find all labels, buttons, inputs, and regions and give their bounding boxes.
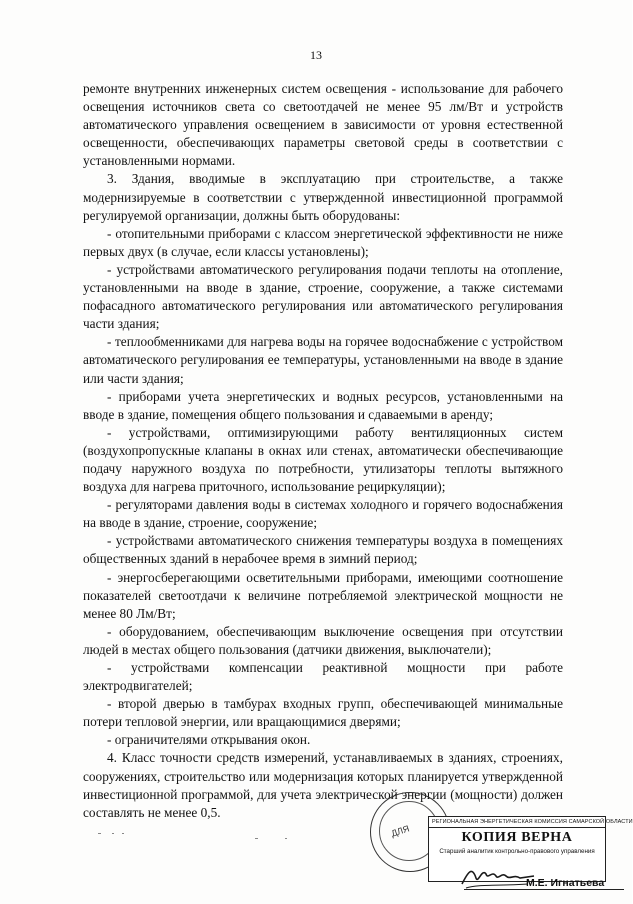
list-item: - устройствами автоматического снижения температуры воздуха в помещениях общественных зданий в нерабочее время в зимний период; [83, 533, 563, 567]
stamp-copy-label: КОПИЯ ВЕРНА [461, 830, 573, 845]
certification-stamp [370, 792, 632, 904]
list-item: - регуляторами давления воды в системах холодного и горячего водоснабжения на вводе в здание, строение, сооружение; [83, 497, 563, 531]
list-item: - устройствами, оптимизирующими работу вентиляционных систем (воздухопропускные клапаны в окнах или стенах, автоматически обеспечивающие подачу наружного воздуха по потребности, утилизаторы теплоты вытяжного воздуха для нагрева приточного, использование рециркуляции); [83, 424, 563, 495]
paragraph: ремонте внутренних инженерных систем освещения - использование для рабочего освещения источников света со светоотдачей не менее 95 лм/Вт и устройств автоматического управления освещением в зависимости от уровня естественной освещенности, обеспечивающих параметры световой среды в соответствии с установленными нормами. [83, 81, 563, 169]
list-item: - второй дверью в тамбурах входных групп, обеспечивающей минимальные потери тепловой энергии, или вращающимися дверями; [83, 696, 563, 730]
list-item: - отопительными приборами с классом энергетической эффективности не ниже первых двух (в случае, если классы установлены); [83, 225, 563, 259]
list-item: - ограничителями открывания окон. [107, 732, 311, 748]
scan-speck [285, 838, 287, 839]
paragraph: 3. Здания, вводимые в эксплуатацию при строительстве, а также модернизируемые в соответствии с утвержденной инвестиционной программой регулируемой организации, должны быть оборудованы: [83, 171, 563, 223]
scan-speck [122, 833, 124, 834]
stamp-organization: РЕГИОНАЛЬНАЯ ЭНЕРГЕТИЧЕСКАЯ КОМИССИЯ САМАРСКОЙ ОБЛАСТИ [429, 817, 605, 828]
list-item: - теплообменниками для нагрева воды на горячее водоснабжение с устройством автоматического регулирования ее температуры, установленными на вводе в здание или части здания; [83, 334, 563, 386]
scan-speck [98, 833, 101, 834]
list-item: - энергосберегающими осветительными приборами, имеющими соотношение показателей светоотдачи к величине потребляемой электрической мощности не менее 80 Лм/Вт; [83, 569, 563, 621]
list-item: - оборудованием, обеспечивающим выключение освещения при отсутствии людей в местах общего пользования (датчики движения, выключатели); [83, 623, 563, 657]
page-number: 13 [310, 48, 322, 62]
paragraph: 4. Класс точности средств измерений, устанавливаемых в зданиях, строениях, сооружениях, строительство или модернизация которых планируется утвержденной инвестиционной программой, для учета электрической энергии (мощности) должен составлять не менее 0,5. [83, 750, 563, 820]
scan-speck [112, 833, 114, 834]
list-item: - устройствами компенсации реактивной мощности при работе электродвигателей; [83, 660, 563, 694]
stamp-position: Старший аналитик контрольно-правового управления [439, 848, 595, 855]
signature-line [464, 889, 624, 890]
document-body [83, 80, 563, 822]
seal-text: ДЛЯ [389, 823, 411, 839]
list-item: - устройствами автоматического регулирования подачи теплоты на отопление, установленными на вводе в здание, строение, сооружение, а также системами пофасадного автоматического регулирования или автоматического регулирования части здания; [83, 261, 563, 332]
signatory-name: М.Е. Игнатьева [526, 877, 605, 889]
list-item: - приборами учета энергетических и водных ресурсов, установленными на вводе в здание, помещения общего пользования и сдаваемыми в аренду; [83, 388, 563, 422]
scan-speck [255, 838, 258, 839]
